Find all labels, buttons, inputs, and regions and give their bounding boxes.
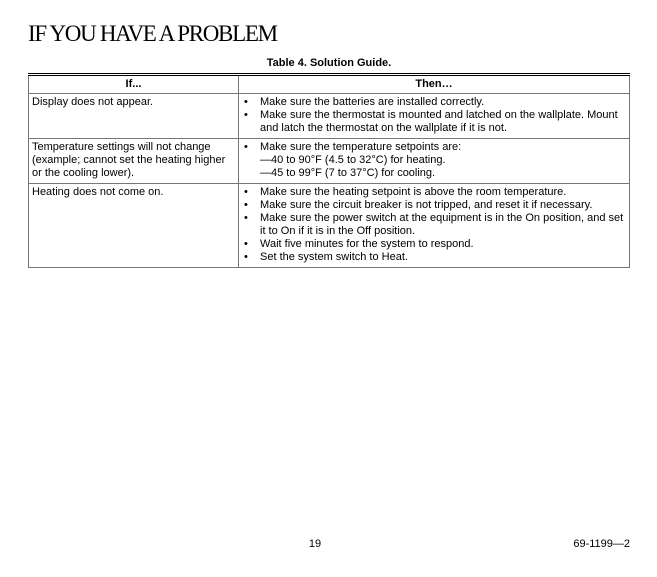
solution-item — [242, 212, 626, 238]
bullet-icon: • — [244, 109, 248, 121]
bullet-icon: • — [244, 238, 248, 250]
solution-item — [242, 109, 626, 135]
section-title: IF YOU HAVE A PROBLEM — [28, 21, 277, 46]
solution-list — [242, 96, 626, 135]
solution-list — [242, 141, 626, 180]
solution-text: Set the system switch to Heat. — [260, 251, 408, 263]
solution-text: Wait five minutes for the system to respond. — [260, 238, 474, 250]
table-body — [29, 94, 630, 268]
table-row — [29, 94, 630, 139]
solution-guide-table — [28, 73, 630, 268]
table-row — [29, 139, 630, 184]
bullet-icon: • — [244, 186, 248, 198]
solution-text: Make sure the batteries are installed correctly. — [260, 96, 485, 108]
bullet-icon: • — [244, 199, 248, 211]
bullet-icon: • — [244, 96, 248, 108]
solution-list — [242, 186, 626, 264]
table-row — [29, 184, 630, 268]
solution-text: Make sure the power switch at the equipment is in the On position, and set it to On if it is in the Off position. — [260, 212, 624, 237]
solution-text: Make sure the circuit breaker is not tripped, and reset it if necessary. — [260, 199, 593, 211]
solution-item — [242, 251, 626, 264]
solution-text: Make sure the temperature setpoints are: — [260, 141, 462, 153]
column-header-then: Then… — [239, 75, 630, 94]
document-number: 69-1199—2 — [573, 538, 630, 550]
problem-cell: Heating does not come on. — [29, 184, 239, 268]
problem-cell: Temperature settings will not change (example; cannot set the heating higher or the cooling lower). — [29, 139, 239, 184]
page-number: 19 — [308, 538, 322, 550]
bullet-icon: • — [244, 141, 248, 153]
solution-subitem: —45 to 99°F (7 to 37°C) for cooling. — [260, 167, 436, 179]
problem-cell: Display does not appear. — [29, 94, 239, 139]
solution-item — [242, 199, 626, 212]
solution-text: Make sure the heating setpoint is above the room temperature. — [260, 186, 567, 198]
solution-cell — [239, 184, 630, 268]
table-caption: Table 4. Solution Guide. — [266, 57, 392, 69]
table-header-row — [29, 75, 630, 94]
bullet-icon: • — [244, 212, 248, 224]
column-header-if: If... — [29, 75, 239, 94]
solution-item — [242, 96, 626, 109]
solution-item — [242, 238, 626, 251]
solution-text: Make sure the thermostat is mounted and latched on the wallplate. Mount and latch the thermostat on the wallplate if it is not. — [260, 109, 618, 134]
solution-cell — [239, 139, 630, 184]
solution-cell — [239, 94, 630, 139]
solution-item — [242, 141, 626, 180]
bullet-icon: • — [244, 251, 248, 263]
solution-subitem: —40 to 90°F (4.5 to 32°C) for heating. — [260, 154, 446, 166]
solution-item — [242, 186, 626, 199]
